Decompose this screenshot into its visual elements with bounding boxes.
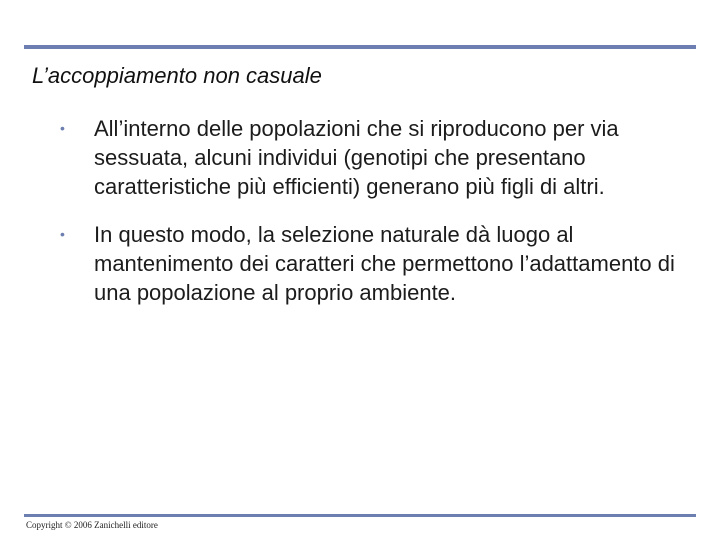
bullet-item: [60, 114, 690, 201]
slide-title: L’accoppiamento non casuale: [32, 63, 322, 88]
bullet-marker-icon: •: [60, 226, 65, 242]
top-divider: [24, 45, 696, 49]
bullet-marker-icon: •: [60, 120, 65, 136]
copyright-footer: Copyright © 2006 Zanichelli editore: [26, 520, 158, 530]
bullet-item: [60, 220, 690, 307]
bottom-divider: [24, 514, 696, 517]
bullet-list: [60, 114, 690, 307]
bullet-text: All’interno delle popolazioni che si riproducono per via sessuata, alcuni individui (genotipi che presentano caratteristiche più efficienti) generano più figli di altri.: [94, 116, 619, 199]
bullet-text: In questo modo, la selezione naturale dà luogo al mantenimento dei caratteri che permettono l’adattamento di una popolazione al proprio ambiente.: [94, 222, 675, 305]
